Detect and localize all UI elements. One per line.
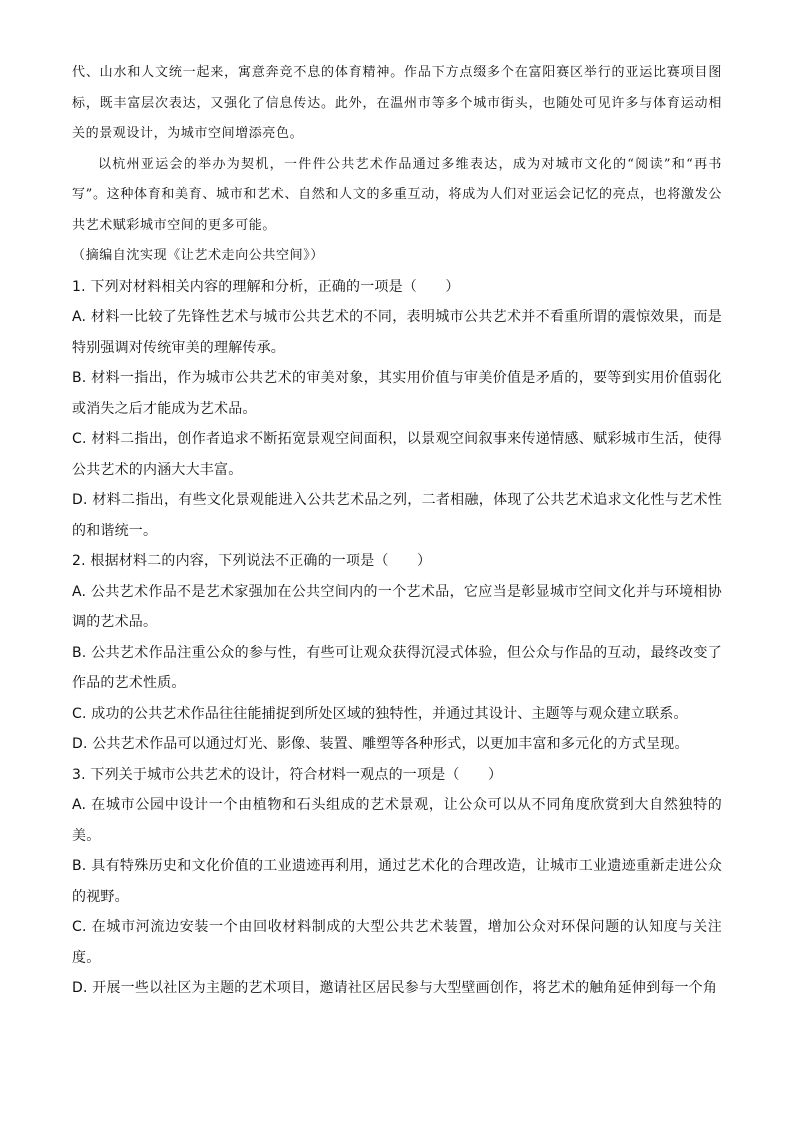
question-1 bbox=[72, 272, 722, 547]
option-c: C. 材料二指出，创作者追求不断拓宽景观空间面积，以景观空间叙事来传递情感、赋彩城市生活，使得公共艺术的内涵大大丰富。 bbox=[72, 431, 722, 478]
passage-source: （摘编自沈实现《让艺术走向公共空间》） bbox=[72, 248, 324, 263]
question-stem: 1. 下列对材料相关内容的理解和分析，正确的一项是（ ） bbox=[72, 278, 460, 295]
reading-passage bbox=[72, 58, 722, 272]
question-3 bbox=[72, 760, 722, 1004]
question-2 bbox=[72, 546, 722, 760]
question-list bbox=[72, 272, 722, 1004]
exam-page bbox=[72, 58, 722, 1004]
option-d: D. 开展一些以社区为主题的艺术项目，邀请社区居民参与大型壁画创作，将艺术的触角延伸到每一个角 bbox=[72, 980, 718, 996]
question-stem: 3. 下列关于城市公共艺术的设计，符合材料一观点的一项是（ ） bbox=[72, 766, 503, 783]
option-c: C. 成功的公共艺术作品往往能捕捉到所处区域的独特性，并通过其设计、主题等与观众建立联系。 bbox=[72, 705, 688, 722]
option-a: A. 在城市公园中设计一个由植物和石头组成的艺术景观，让公众可以从不同角度欣赏到大自然独特的美。 bbox=[72, 797, 722, 844]
option-d: D. 公共艺术作品可以通过灯光、影像、装置、雕塑等各种形式，以更加丰富和多元化的方式呈现。 bbox=[72, 736, 689, 752]
option-a: A. 材料一比较了先锋性艺术与城市公共艺术的不同，表明城市公共艺术并不看重所谓的震惊效果，而是特别强调对传统审美的理解传承。 bbox=[72, 309, 722, 356]
option-b: B. 材料一指出，作为城市公共艺术的审美对象，其实用价值与审美价值是矛盾的，要等到实用价值弱化或消失之后才能成为艺术品。 bbox=[72, 370, 722, 417]
option-b: B. 具有特殊历史和文化价值的工业遗迹再利用，通过艺术化的合理改造，让城市工业遗迹重新走进公众的视野。 bbox=[72, 858, 722, 905]
question-stem: 2. 根据材料二的内容，下列说法不正确的一项是（ ） bbox=[72, 553, 432, 569]
passage-paragraph: 代、山水和人文统一起来，寓意奔竞不息的体育精神。作品下方点缀多个在富阳赛区举行的亚运比赛项目图标，既丰富层次表达，又强化了信息传达。此外，在温州市等多个城市街头，也随处可见许多与体育运动相关的景观设计，为城市空间增添亮色。 bbox=[72, 65, 722, 141]
option-b: B. 公共艺术作品注重公众的参与性，有些可让观众获得沉浸式体验，但公众与作品的互动，最终改变了作品的艺术性质。 bbox=[72, 644, 722, 691]
option-c: C. 在城市河流边安装一个由回收材料制成的大型公共艺术装置，增加公众对环保问题的认知度与关注度。 bbox=[72, 919, 722, 966]
option-a: A. 公共艺术作品不是艺术家强加在公共空间内的一个艺术品，它应当是彰显城市空间文化并与环境相协调的艺术品。 bbox=[72, 583, 722, 630]
option-d: D. 材料二指出，有些文化景观能进入公共艺术品之列，二者相融，体现了公共艺术追求文化性与艺术性的和谐统一。 bbox=[72, 492, 722, 539]
passage-paragraph: 以杭州亚运会的举办为契机，一件件公共艺术作品通过多维表达，成为对城市文化的“阅读”和“再书写”。这种体育和美育、城市和艺术、自然和人文的多重互动，将成为人们对亚运会记忆的亮点，也将激发公共艺术赋彩城市空间的更多可能。 bbox=[72, 156, 722, 233]
